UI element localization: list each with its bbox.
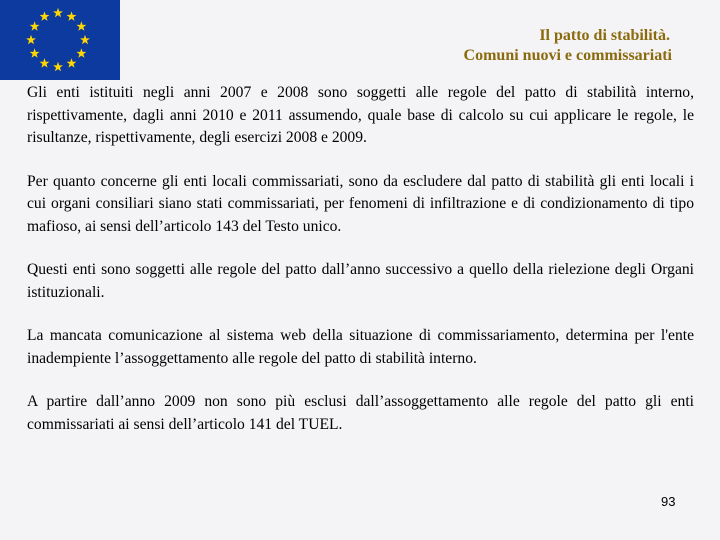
paragraph-article-141: A partire dall’anno 2009 non sono più esclusi dall’assoggettamento alle regole del patto gli enti commissariati ai sensi dell’articolo 141 del TUEL.	[27, 393, 694, 433]
slide-body	[27, 82, 694, 457]
paragraph-commissioned-entities: Per quanto concerne gli enti locali commissariati, sono da escludere dal patto di stabilità gli enti locali i cui organi consiliari siano stati commissariati, per fenomeni di infiltrazione e di condizionamento di tipo mafioso, ai sensi dell’articolo 143 del Testo unico.	[27, 172, 694, 235]
paragraph-new-entities: Gli enti istituiti negli anni 2007 e 2008 sono soggetti alle regole del patto di stabilità interno, rispettivamente, dagli anni 2010 e 2011 assumendo, quale base di calcolo su cui applicare le regole, le risultanze, rispettivamente, degli esercizi 2008 e 2009.	[27, 84, 694, 146]
slide-title-line2: Comuni nuovi e commissariati	[463, 47, 672, 64]
paragraph-reelection: Questi enti sono soggetti alle regole del patto dall’anno successivo a quello della rielezione degli Organi istituzionali.	[27, 261, 694, 301]
paragraph-web-communication: La mancata comunicazione al sistema web della situazione di commissariamento, determina per l'ente inadempiente l’assoggettamento alle regole del patto di stabilità interno.	[27, 327, 694, 367]
slide-title-line1: Il patto di stabilità.	[539, 27, 670, 44]
slide-title	[464, 26, 670, 66]
eu-flag-stars	[0, 0, 120, 80]
page-number: 93	[661, 494, 676, 509]
eu-flag-icon	[0, 0, 120, 80]
